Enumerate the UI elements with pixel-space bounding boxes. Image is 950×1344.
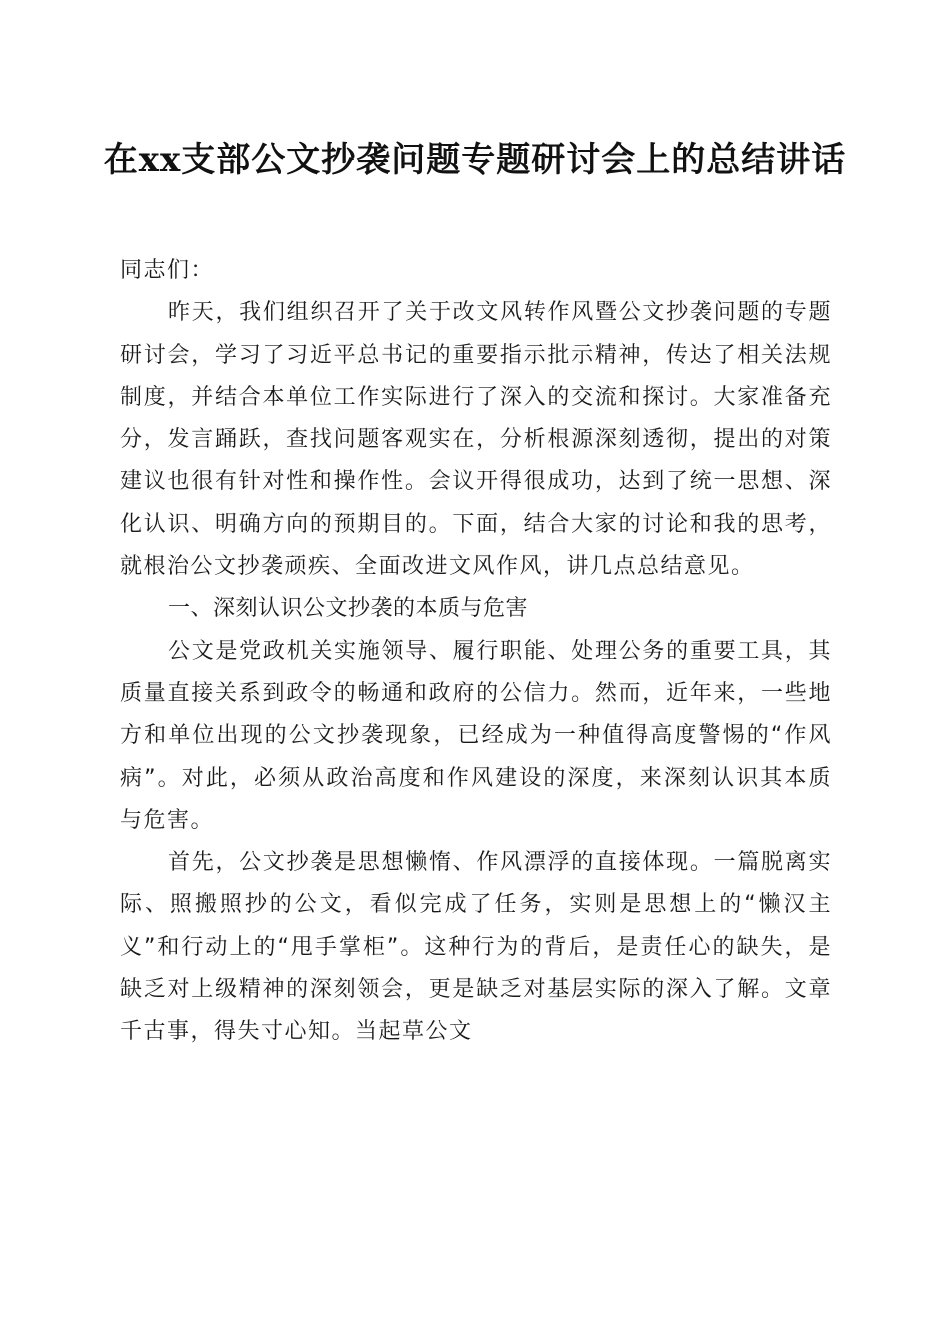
- section-paragraph: 首先，公文抄袭是思想懒惰、作风漂浮的直接体现。一篇脱离实际、照搬照抄的公文，看似完成了任务，实则是思想上的“懒汉主义”和行动上的“甩手掌柜”。这种行为的背后，是责任心的缺失，是缺乏对上级精神的深刻领会，更是缺乏对基层实际的深入了解。文章千古事，得失寸心知。当起草公文: [120, 850, 832, 1045]
- document-body: [120, 250, 832, 1054]
- salutation: 同志们：: [120, 258, 215, 283]
- document-title: 在xx支部公文抄袭问题专题研讨会上的总结讲话: [103, 140, 847, 180]
- section-heading: 一、深刻认识公文抄袭的本质与危害: [168, 596, 529, 622]
- intro-paragraph: 昨天，我们组织召开了关于改文风转作风暨公文抄袭问题的专题研讨会，学习了习近平总书记的重要指示批示精神，传达了相关法规制度，并结合本单位工作实际进行了深入的交流和探讨。大家准备充分，发言踊跃，查找问题客观实在，分析根源深刻透彻，提出的对策建议也很有针对性和操作性。会议开得很成功，达到了统一思想、深化认识、明确方向的预期目的。下面，结合大家的讨论和我的思考，就根治公文抄袭顽疾、全面改进文风作风，讲几点总结意见。: [120, 300, 832, 580]
- section-paragraph: 公文是党政机关实施领导、履行职能、处理公务的重要工具，其质量直接关系到政令的畅通和政府的公信力。然而，近年来，一些地方和单位出现的公文抄袭现象，已经成为一种值得高度警惕的“作风病”。对此，必须从政治高度和作风建设的深度，来深刻认识其本质与危害。: [120, 638, 832, 833]
